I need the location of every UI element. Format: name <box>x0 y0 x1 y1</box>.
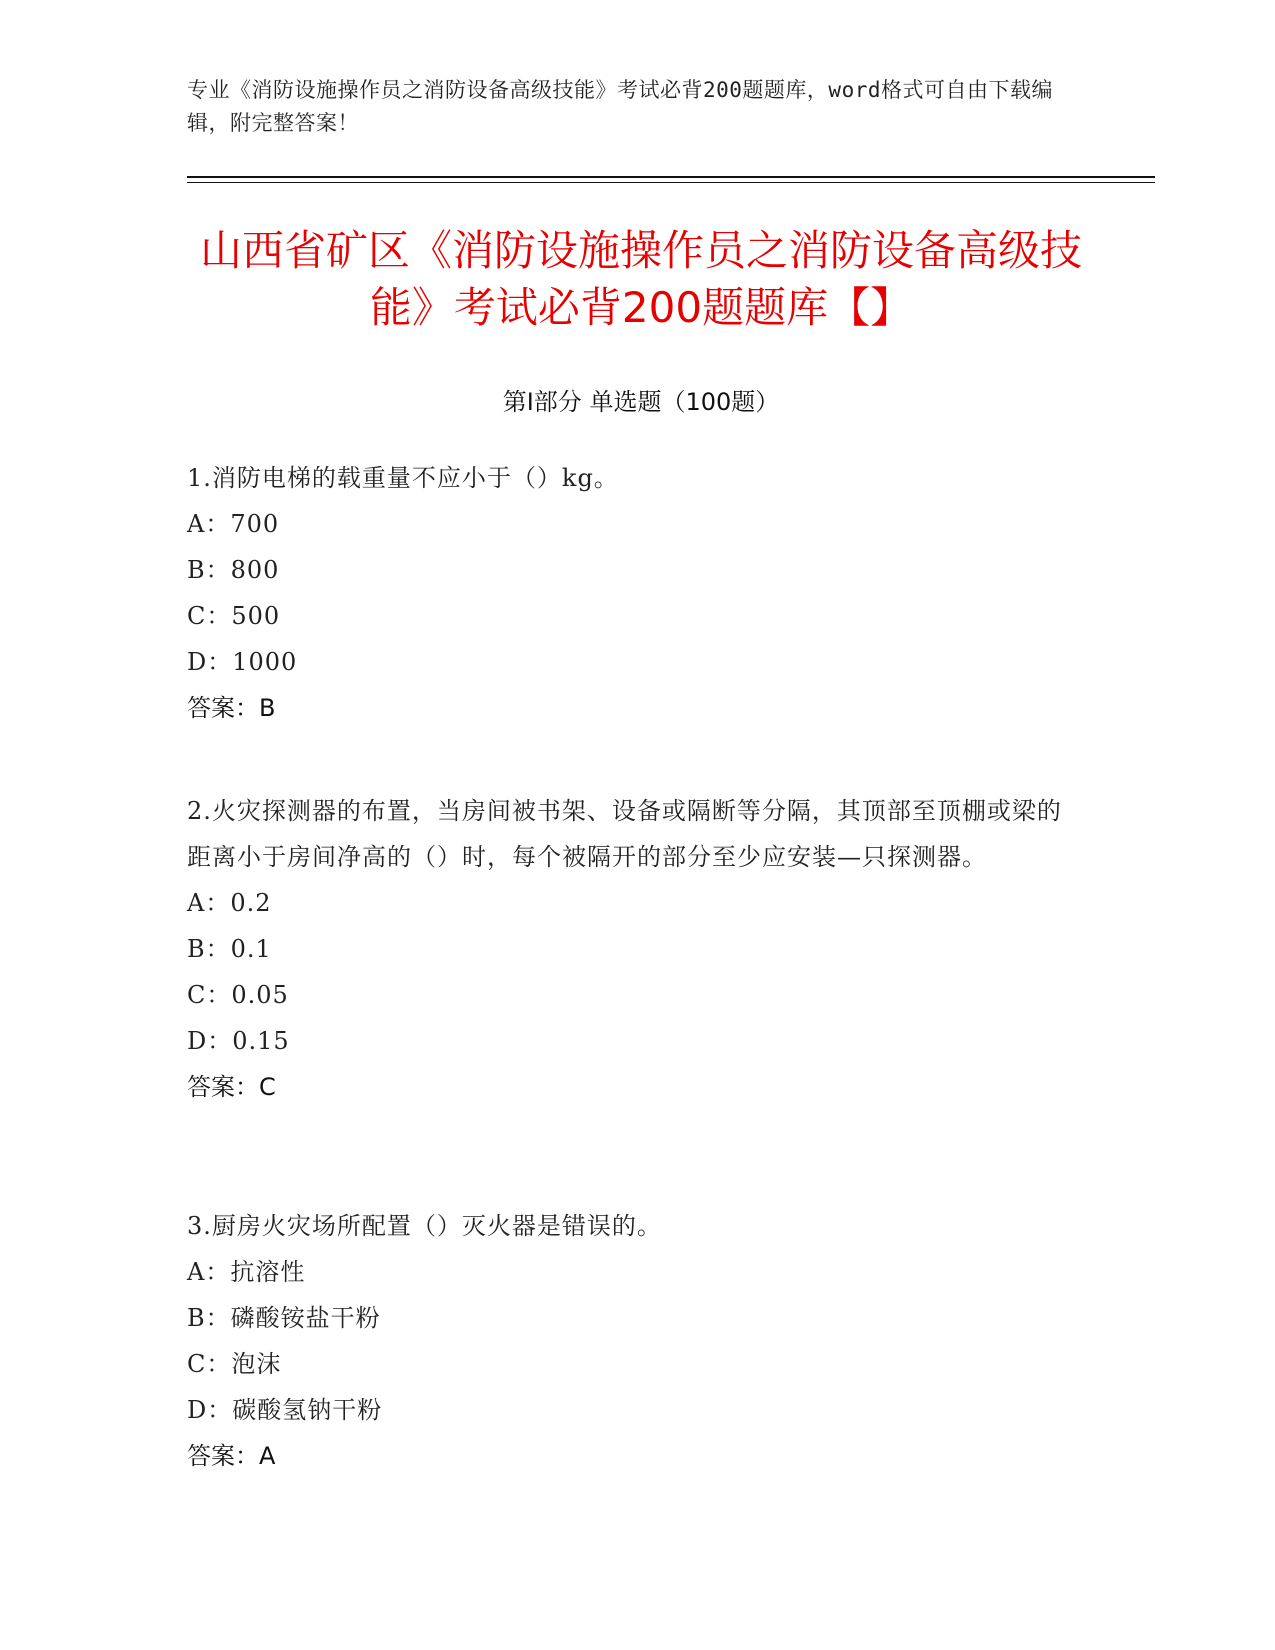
question-3 <box>187 1203 1067 1479</box>
document-title: 山西省矿区《消防设施操作员之消防设备高级技能》考试必背200题题库【】 <box>199 226 1082 332</box>
option-c: C：500 <box>187 602 281 630</box>
question-stem: 1.消防电梯的载重量不应小于（）kg。 <box>187 464 619 492</box>
option-a: A：抗溶性 <box>187 1258 306 1286</box>
answer: 答案：B <box>187 694 276 722</box>
option-d: D：0.15 <box>187 1027 290 1055</box>
option-c: C：0.05 <box>187 981 289 1009</box>
question-stem: 3.厨房火灾场所配置（）灭火器是错误的。 <box>187 1212 662 1240</box>
option-b: B：800 <box>187 556 280 584</box>
header-note: 专业《消防设施操作员之消防设备高级技能》考试必背200题题库，word格式可自由下载编辑，附完整答案！ <box>187 78 1053 135</box>
option-b: B：磷酸铵盐干粉 <box>187 1304 381 1332</box>
option-d: D：1000 <box>187 648 298 676</box>
option-b: B：0.1 <box>187 935 272 963</box>
option-a: A：700 <box>187 510 280 538</box>
question-1 <box>187 455 1067 731</box>
question-2 <box>187 788 1067 1110</box>
section-heading: 第I部分 单选题（100题） <box>502 388 780 416</box>
header-divider-thin <box>187 182 1155 183</box>
header-divider-thick <box>187 176 1155 178</box>
option-c: C：泡沫 <box>187 1350 282 1378</box>
option-d: D：碳酸氢钠干粉 <box>187 1396 383 1424</box>
answer: 答案：C <box>187 1073 276 1101</box>
option-a: A：0.2 <box>187 889 272 917</box>
answer: 答案：A <box>187 1442 276 1470</box>
question-stem: 2.火灾探测器的布置，当房间被书架、设备或隔断等分隔，其顶部至顶棚或梁的距离小于房间净高的（）时，每个被隔开的部分至少应安装—只探测器。 <box>187 797 1062 871</box>
